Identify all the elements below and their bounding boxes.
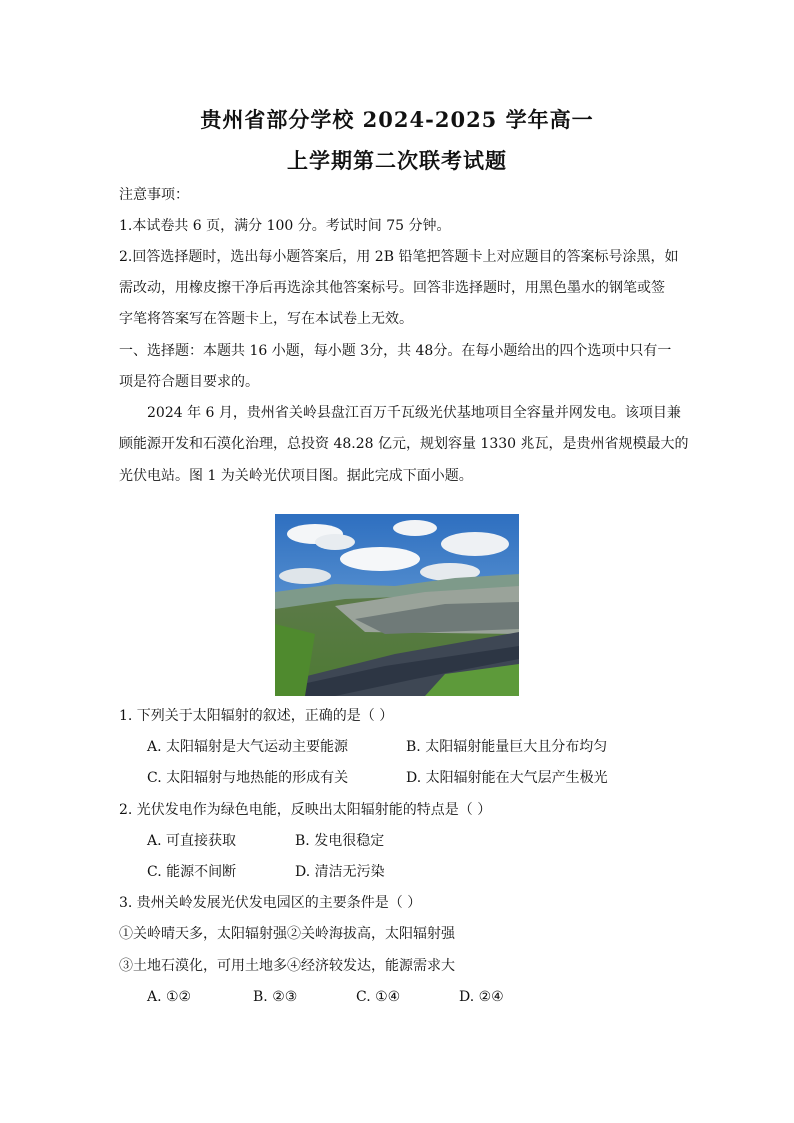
notice-item-2-line1: 2.回答选择题时，选出每小题答案后，用 2B 铅笔把答题卡上对应题目的答案标号涂黑，如 (119, 249, 679, 265)
question-1-stem: 1. 下列关于太阳辐射的叙述，正确的是（ ） (119, 708, 394, 724)
question-3-stem: 3. 贵州关岭发展光伏发电园区的主要条件是（ ） (119, 895, 422, 911)
question-3-option-d: D. ②④ (459, 989, 504, 1005)
question-1-option-a: A. 太阳辐射是大气运动主要能源 (147, 739, 349, 755)
notice-item-2-line2: 需改动，用橡皮擦干净后再选涂其他答案标号。回答非选择题时，用黑色墨水的钢笔或签 (119, 280, 665, 296)
question-1-option-b: B. 太阳辐射能量巨大且分布均匀 (406, 739, 608, 755)
question-1-option-d: D. 太阳辐射能在大气层产生极光 (406, 770, 608, 786)
question-3-conditions-line2: ③土地石漠化，可用土地多④经济较发达，能源需求大 (119, 958, 455, 974)
passage-line2: 顾能源开发和石漠化治理，总投资 48.28 亿元，规划容量 1330 兆瓦，是贵州省规模最大的 (119, 436, 689, 452)
question-3-option-a: A. ①② (147, 989, 192, 1005)
section-instruction-line2: 项是符合题目要求的。 (119, 374, 259, 390)
section-instruction-line1: 一、选择题：本题共 16 小题，每小题 3分，共 48分。在每小题给出的四个选项中只有一 (119, 343, 672, 359)
question-2-option-d: D. 清洁无污染 (295, 864, 385, 880)
notice-heading: 注意事项： (119, 187, 189, 203)
notice-item-1: 1.本试卷共 6 页，满分 100 分。考试时间 75 分钟。 (119, 218, 451, 234)
question-1-option-c: C. 太阳辐射与地热能的形成有关 (147, 770, 349, 786)
exam-title-line2: 上学期第二次联考试题 (287, 148, 507, 173)
question-3-option-c: C. ①④ (356, 989, 401, 1005)
question-3-option-b: B. ②③ (253, 989, 298, 1005)
passage-line1: 2024 年 6 月，贵州省关岭县盘江百万千瓦级光伏基地项目全容量并网发电。该项目兼 (147, 405, 681, 421)
question-3-conditions-line1: ①关岭晴天多，太阳辐射强②关岭海拔高，太阳辐射强 (119, 926, 455, 942)
question-2-option-c: C. 能源不间断 (147, 864, 237, 880)
question-2-stem: 2. 光伏发电作为绿色电能，反映出太阳辐射能的特点是（ ） (119, 802, 492, 818)
question-2-option-b: B. 发电很稳定 (295, 833, 385, 849)
passage-line3: 光伏电站。图 1 为关岭光伏项目图。据此完成下面小题。 (119, 468, 473, 484)
question-2-option-a: A. 可直接获取 (147, 833, 237, 849)
solar-farm-photo (275, 514, 519, 696)
notice-item-2-line3: 字笔将答案写在答题卡上，写在本试卷上无效。 (119, 311, 413, 327)
exam-title-line1: 贵州省部分学校 2024-2025 学年高一 (200, 107, 594, 132)
